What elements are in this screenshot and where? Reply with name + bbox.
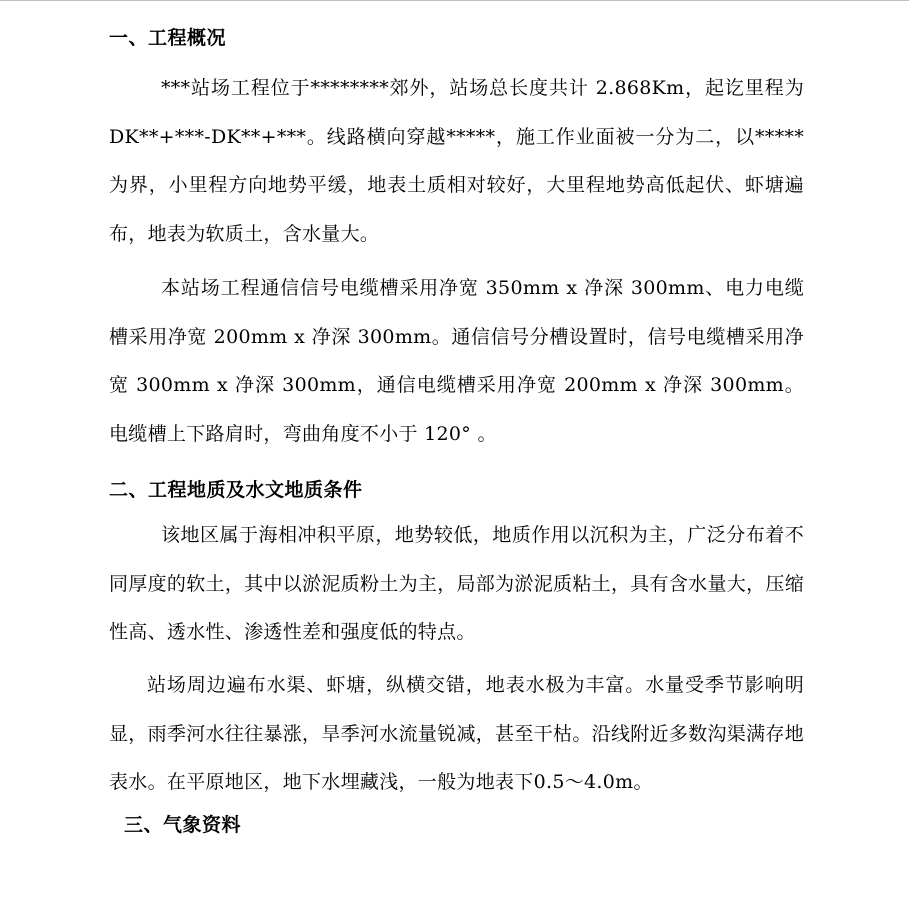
- section-2-heading: 二、工程地质及水文地质条件: [109, 479, 363, 501]
- section-1-heading: 一、工程概况: [109, 27, 227, 49]
- section-3-heading: 三、气象资料: [124, 814, 242, 836]
- page-top-border: [0, 0, 909, 1]
- section-2-paragraph-2: 站场周边遍布水渠、虾塘，纵横交错，地表水极为丰富。水量受季节影响明显，雨季河水往往暴涨，旱季河水流量锐减，甚至干枯。沿线附近多数沟渠满存地表水。在平原地区，地下水埋藏浅，一般为地表下0.5～4.0m。: [109, 674, 804, 793]
- section-1-paragraph-2: 本站场工程通信信号电缆槽采用净宽 350mm x 净深 300mm、电力电缆槽采用净宽 200mm x 净深 300mm。通信信号分槽设置时，信号电缆槽采用净宽 300mm x 净深 300mm，通信电缆槽采用净宽 200mm x 净深 300mm。电缆槽上下路肩时，弯曲角度不小于 120° 。: [109, 277, 804, 445]
- section-1-paragraph-1: ***站场工程位于********郊外，站场总长度共计 2.868Km，起讫里程为 DK**+***-DK**+***。线路横向穿越*****，施工作业面被一分为二，以*****为界，小里程方向地势平缓，地表土质相对较好，大里程地势高低起伏、虾塘遍布，地表为软质土，含水量大。: [109, 77, 804, 245]
- section-2-paragraph-1: 该地区属于海相冲积平原，地势较低，地质作用以沉积为主，广泛分布着不同厚度的软土，其中以淤泥质粉土为主，局部为淤泥质粘土，具有含水量大，压缩性高、透水性、渗透性差和强度低的特点。: [109, 524, 804, 643]
